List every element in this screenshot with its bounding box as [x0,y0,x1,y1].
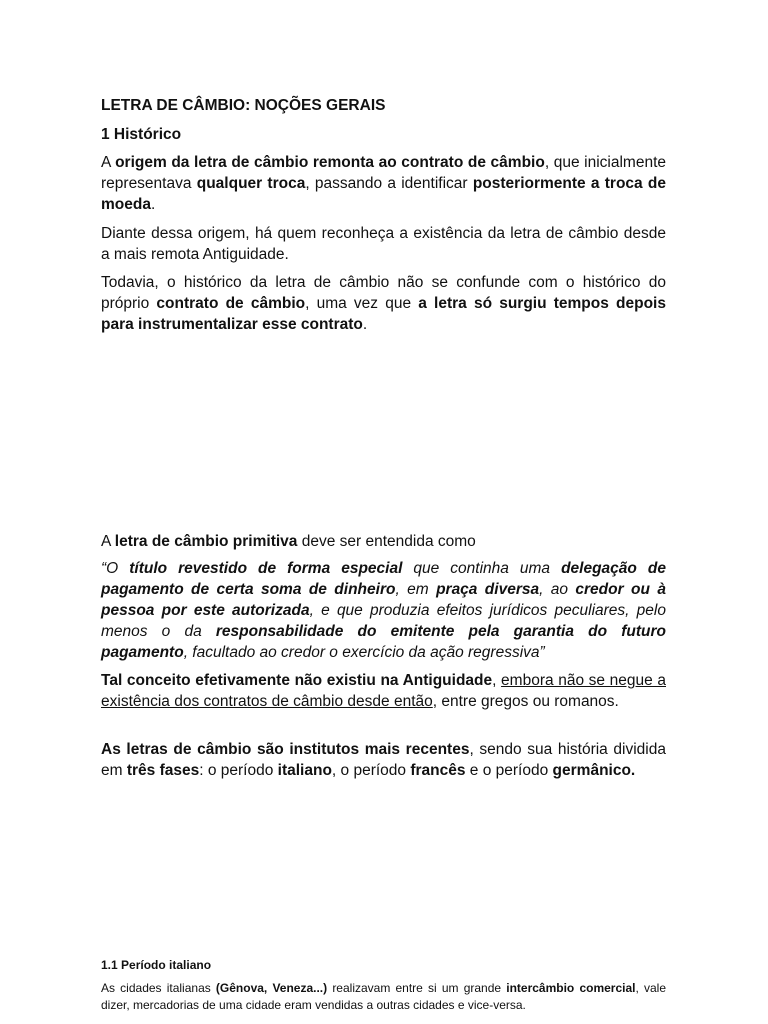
text-run: deve ser entendida como [297,533,476,550]
underlined-text: embora não se negue a existência dos contratos de câmbio desde então [101,672,666,710]
paragraph-italian-period [101,980,666,1014]
text-run: . [150,196,156,213]
bold-text: delegação de pagamento de certa soma de dinheiro [101,560,666,598]
text-run: , uma vez que [305,295,419,312]
bold-text: responsabilidade do emitente pela garantia do futuro pagamento [101,623,666,661]
text-run: , entre gregos ou romanos. [432,693,619,710]
bold-text: intercâmbio comercial [506,981,636,995]
text-run: , e que produzia efeitos jurídicos peculiares, pelo menos o da [101,602,666,640]
document-title: LETRA DE CÂMBIO: NOÇÕES GERAIS [101,97,386,114]
text-run: , passando a identificar [305,175,473,192]
text-run: que continha uma [402,560,562,577]
bold-text: As letras de câmbio são institutos mais recentes [101,741,470,758]
text-run: As cidades italianas [101,981,216,995]
text-run: e o período [465,762,553,779]
bold-text: italiano [277,762,332,779]
bold-text: origem da letra de câmbio remonta ao contrato de câmbio [115,154,545,171]
bold-text: título revestido de forma especial [129,560,403,577]
text-run: , sendo sua história dividida em [101,741,666,779]
text-run: A [101,154,116,171]
bold-text: praça diversa [436,581,540,598]
section-heading: 1 Histórico [101,126,182,143]
text-run: , vale dizer, mercadorias de uma cidade eram vendidas a outras cidades e vice-versa. [101,981,667,1012]
text-run: Todavia, o histórico da letra de câmbio não se confunde com o histórico do próprio [101,274,666,312]
paragraph-primitive-letter [101,531,666,552]
definition-quote [101,558,666,663]
bold-text: contrato de câmbio [156,295,306,312]
text-run: . [362,316,368,333]
text-run: A [101,533,115,550]
bold-text: (Gênova, Veneza...) [215,981,328,995]
bold-text: Tal conceito efetivamente não existiu na Antiguidade [101,672,493,689]
bold-text: a letra só surgiu tempos depois para instrumentalizar esse contrato [101,295,666,333]
bold-text: francês [410,762,466,779]
text-run: realizavam entre si um grande [327,981,507,995]
text-run: “O [101,560,130,577]
bold-text: três fases [126,762,200,779]
text-run: , ao [539,581,576,598]
paragraph-history [101,272,666,335]
text-run: , que inicialmente representava [101,154,666,192]
text-run: , [492,672,502,689]
paragraph-concept [101,670,666,712]
bold-text: posteriormente a troca de moeda [101,175,667,213]
bold-text: letra de câmbio primitiva [114,533,298,550]
text-run: , facultado ao credor o exercício da ação regressiva” [183,644,545,661]
paragraph-antiquity: Diante dessa origem, há quem reconheça a existência da letra de câmbio desde a mais remota Antiguidade. [101,225,666,263]
bold-text: qualquer troca [196,175,306,192]
paragraph-phases [101,739,666,781]
text-run: , em [395,581,437,598]
paragraph-origin [101,152,666,215]
subsection-heading: 1.1 Período italiano [101,958,212,972]
text-run: : o período [199,762,278,779]
bold-text: credor ou à pessoa por este autorizada [101,581,666,619]
bold-text: germânico. [552,762,636,779]
text-run: , o período [331,762,411,779]
